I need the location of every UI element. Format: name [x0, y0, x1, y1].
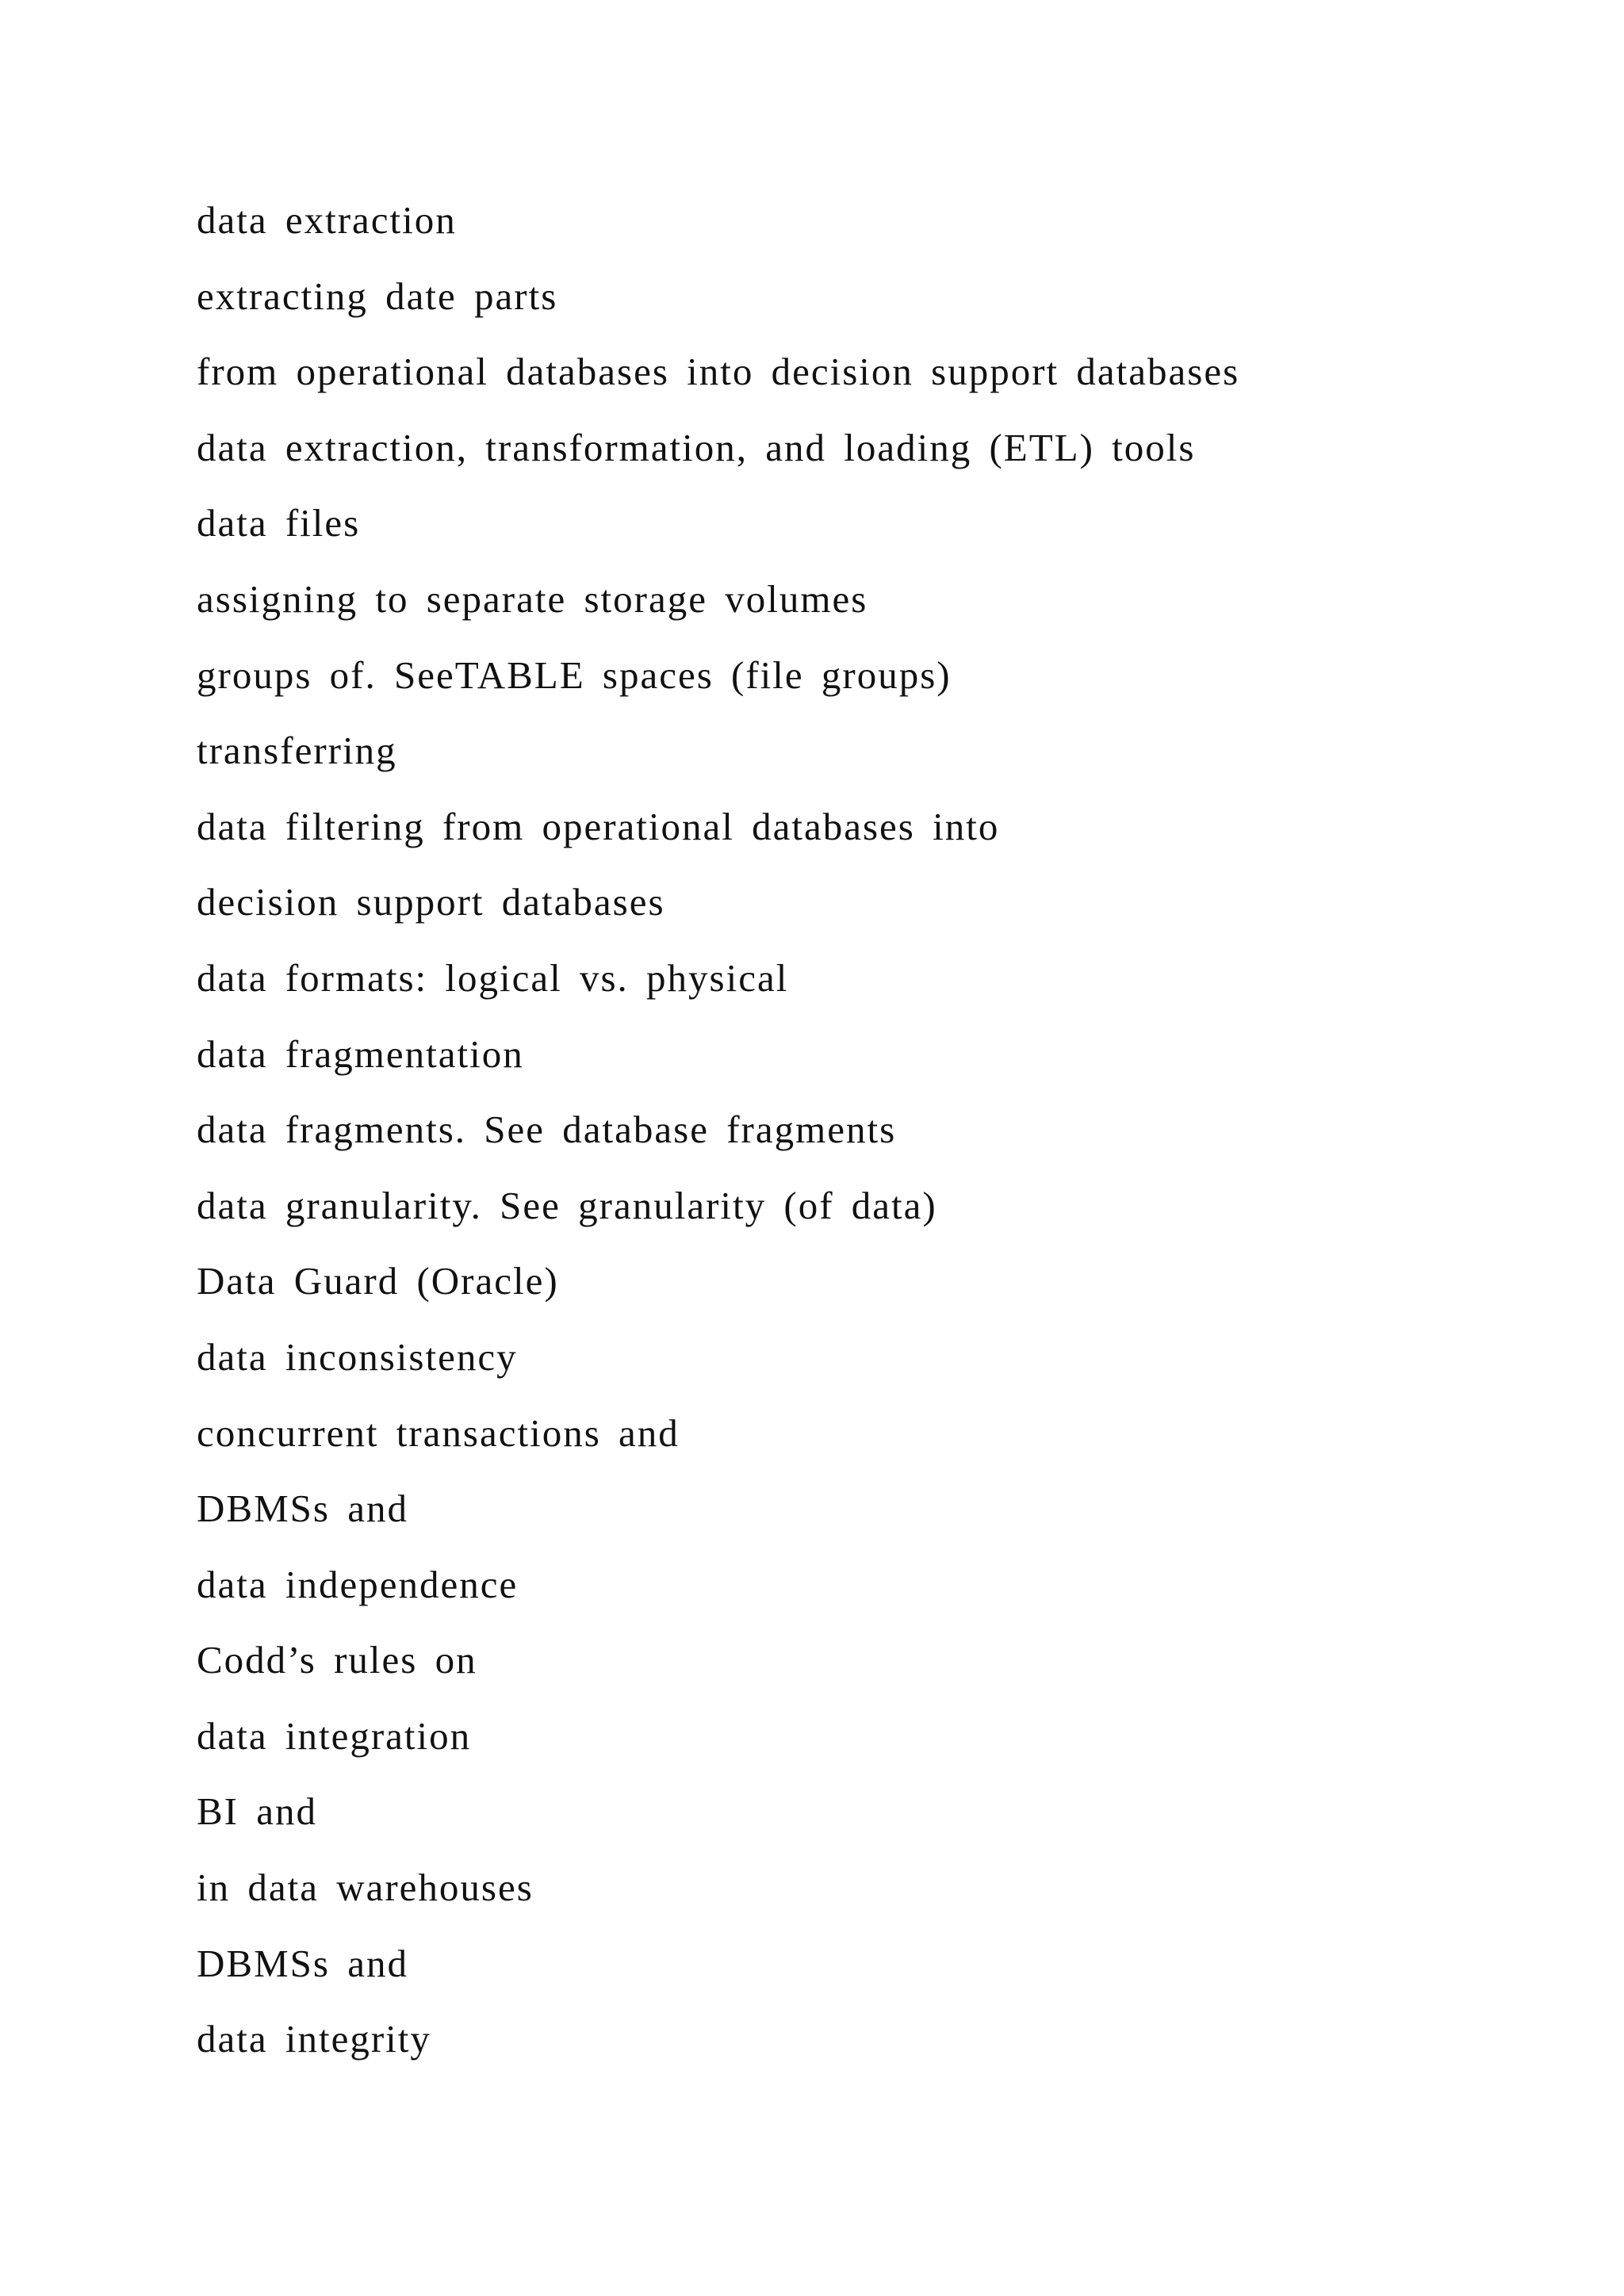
- index-entry: data integration: [197, 1713, 472, 1758]
- index-entry: DBMSs and: [197, 1941, 408, 1985]
- index-entry: Data Guard (Oracle): [197, 1259, 559, 1303]
- index-entry: from operational databases into decision support databases: [197, 350, 1240, 394]
- index-entry: data files: [197, 501, 361, 545]
- index-entry: concurrent transactions and: [197, 1410, 680, 1455]
- index-entry: DBMSs and: [197, 1487, 408, 1531]
- index-entry: data formats: logical vs. physical: [197, 955, 789, 1000]
- index-entry: assigning to separate storage volumes: [197, 576, 868, 621]
- index-list: [197, 189, 1545, 2084]
- index-entry: data extraction: [197, 198, 457, 242]
- index-entry: data filtering from operational databases into: [197, 804, 1000, 848]
- index-entry: extracting date parts: [197, 274, 558, 318]
- index-entry: Codd’s rules on: [197, 1638, 477, 1682]
- index-entry: data granularity. See granularity (of data): [197, 1183, 937, 1227]
- index-entry: in data warehouses: [197, 1866, 534, 1910]
- index-entry: groups of. SeeTABLE spaces (file groups): [197, 652, 952, 697]
- index-entry: BI and: [197, 1789, 317, 1834]
- index-entry: data independence: [197, 1562, 519, 1606]
- index-entry: transferring: [197, 729, 397, 773]
- index-entry: decision support databases: [197, 880, 665, 924]
- index-entry: data inconsistency: [197, 1334, 518, 1379]
- index-entry: data fragments. See database fragments: [197, 1108, 897, 1152]
- index-entry: data integrity: [197, 2017, 431, 2061]
- index-entry: data fragmentation: [197, 1031, 524, 1076]
- index-entry: data extraction, transformation, and loading (ETL) tools: [197, 425, 1196, 469]
